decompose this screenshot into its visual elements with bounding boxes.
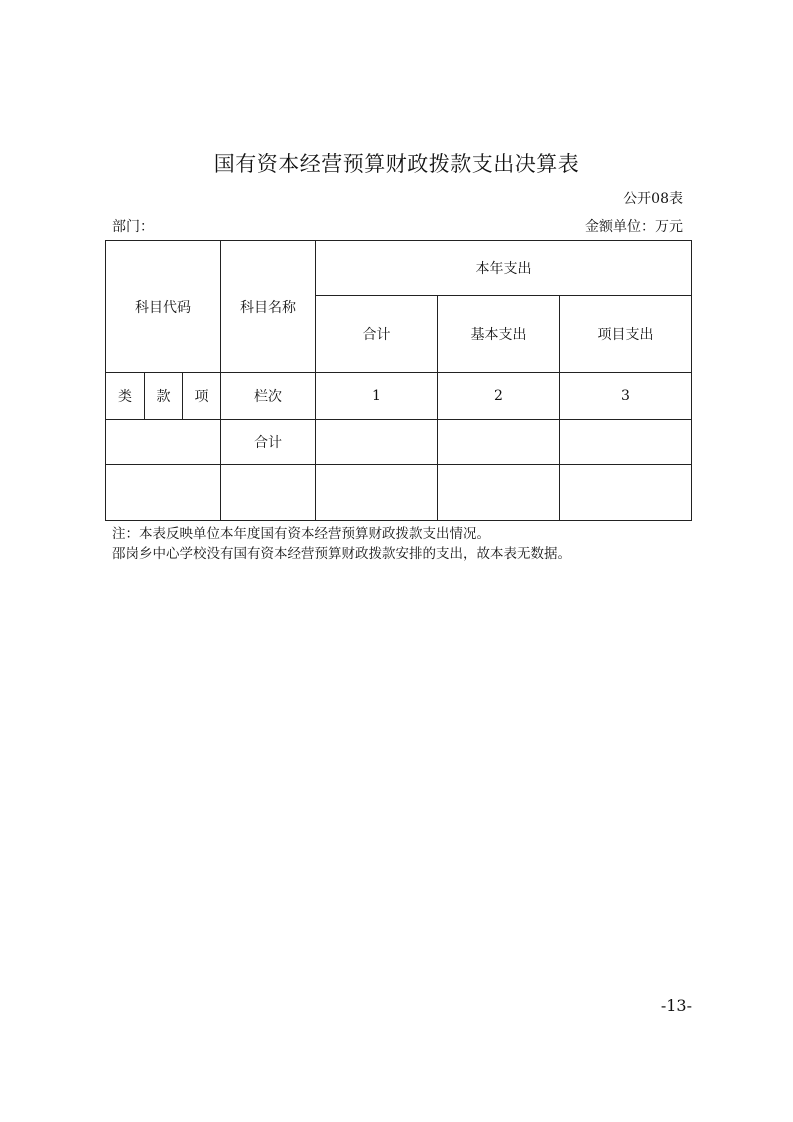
column-index-label: 栏次 (221, 373, 316, 420)
empty-row-total-cell (316, 465, 438, 521)
empty-row-name-cell (221, 465, 316, 521)
table-row (106, 465, 692, 521)
header-total: 合计 (316, 296, 438, 373)
column-index-1: 1 (316, 373, 438, 420)
page-title: 国有资本经营预算财政拨款支出决算表 (213, 152, 580, 176)
total-row-code-cell (106, 420, 221, 465)
notes (112, 524, 571, 564)
header-item: 项 (183, 373, 221, 420)
expense-table (105, 240, 692, 521)
header-subject-code: 科目代码 (106, 241, 221, 373)
empty-row-code-cell (106, 465, 221, 521)
empty-row-project-cell (560, 465, 692, 521)
total-row-project-cell (560, 420, 692, 465)
total-row-total-cell (316, 420, 438, 465)
total-row-basic-cell (438, 420, 560, 465)
note-line-1: 注：本表反映单位本年度国有资本经营预算财政拨款支出情况。 (112, 526, 490, 542)
department-label: 部门： (112, 219, 154, 235)
header-basic-expense: 基本支出 (438, 296, 560, 373)
empty-row-basic-cell (438, 465, 560, 521)
amount-unit-label: 金额单位：万元 (585, 219, 683, 235)
column-index-3: 3 (560, 373, 692, 420)
header-section: 款 (145, 373, 183, 420)
column-index-2: 2 (438, 373, 560, 420)
total-row-label: 合计 (221, 420, 316, 465)
header-project-expense: 项目支出 (560, 296, 692, 373)
table-row (106, 420, 692, 465)
note-line-2: 邵岗乡中心学校没有国有资本经营预算财政拨款安排的支出，故本表无数据。 (112, 546, 571, 562)
page-number: -13- (660, 996, 692, 1015)
header-category: 类 (106, 373, 145, 420)
table-code: 公开08表 (623, 191, 683, 207)
header-subject-name: 科目名称 (221, 241, 316, 373)
header-current-year-expense: 本年支出 (316, 241, 692, 296)
